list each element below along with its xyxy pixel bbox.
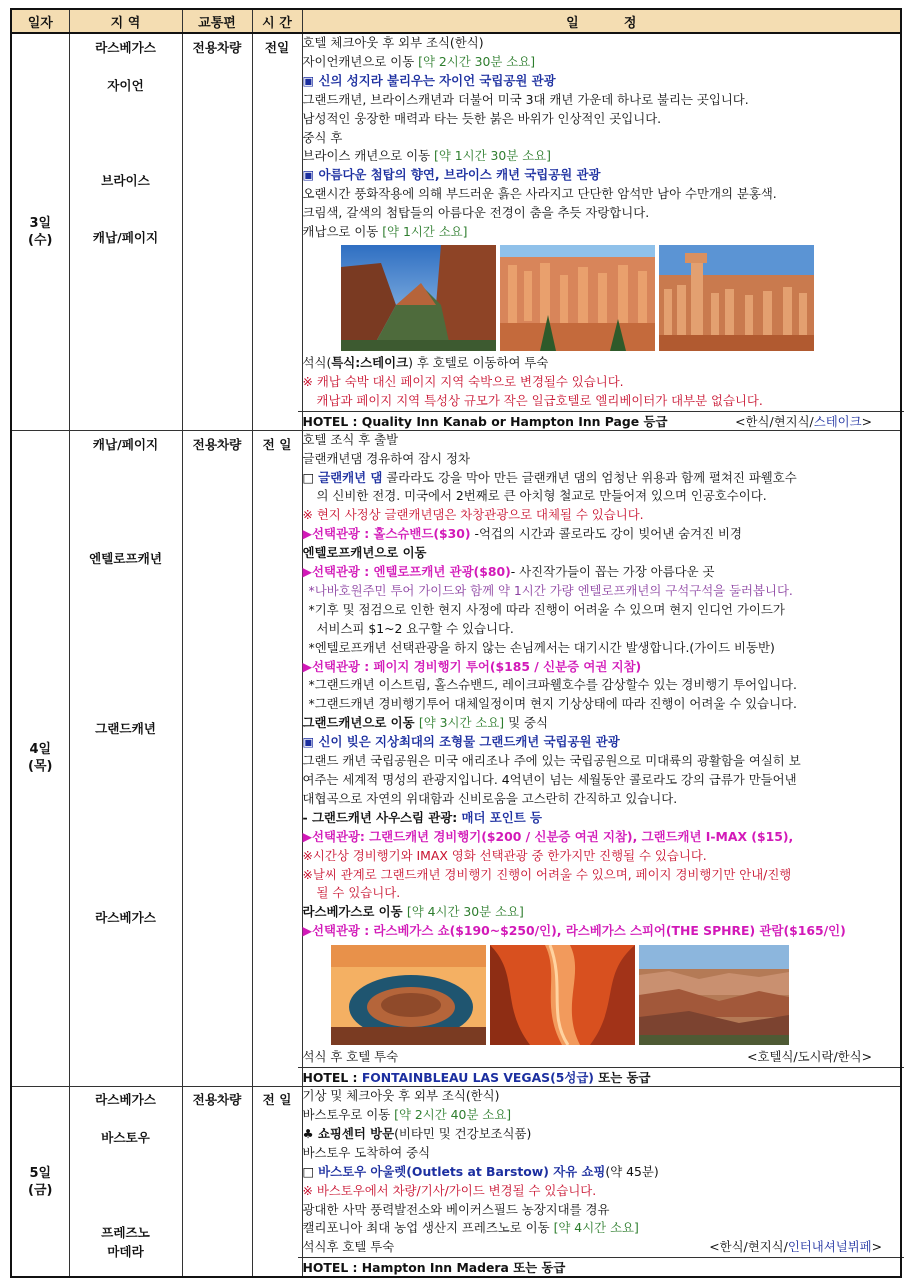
- option-line: ▶선택관광 : 홀스슈밴드($30) -억겁의 시간과 콜로라도 강이 빚어낸 숨겨진 비경: [302, 526, 742, 542]
- notice-line: 캐납과 페이지 지역 특성상 규모가 작은 일급호텔로 엘리베이터가 대부분 없습니다.: [316, 392, 763, 408]
- schedule-line: 서비스피 $1~2 요구할 수 있습니다.: [316, 620, 514, 636]
- schedule-line: 그랜드 캐년 국립공원은 미국 애리조나 주에 있는 국립공원으로 미대륙의 광활함을 여실히 보: [302, 753, 801, 769]
- day4-photos: [303, 941, 901, 1048]
- schedule-line: 크림색, 갈색의 첨탑들의 아름다운 전경이 춤을 추듯 자랑합니다.: [302, 205, 650, 221]
- transport-label: 전용차량: [192, 40, 242, 55]
- attraction-title: ▣ 아름다운 첨탑의 향연, 브라이스 캐년 국립공원 관광: [302, 167, 601, 183]
- day5-schedule: [302, 1087, 901, 1278]
- day5-label: 5일 (금): [11, 1087, 69, 1278]
- option-line: ▶선택관광 : 엔텔로프캐년 관광($80)- 사진작가들이 꼽는 가장 아름다운 곳: [302, 564, 715, 580]
- header-row: [11, 9, 901, 33]
- antelope-canyon-photo: [490, 945, 635, 1045]
- region: 브라이스: [101, 173, 150, 188]
- day3-photos: [303, 242, 901, 354]
- schedule-line: 남성적인 웅장한 매력과 타는 듯한 붉은 바위가 인상적인 곳입니다.: [302, 110, 662, 126]
- schedule-line: 브라이스 캐년으로 이동 [약 1시간 30분 소요]: [302, 148, 551, 164]
- day3-hotel: HOTEL : Quality Inn Kanab or Hampton Inn Page 등급 <한식/현지식/스테이크>: [298, 411, 905, 430]
- meals-label: <한식/현지식/인터내셔널뷔페>: [709, 1239, 882, 1255]
- region: 라스베가스: [95, 1092, 156, 1108]
- day5-transport: [182, 1087, 252, 1278]
- schedule-line: 대협곡으로 자연의 위대함과 신비로움을 고스란히 간직하고 있습니다.: [302, 790, 678, 806]
- schedule-line: 석식 후 호텔 투숙 <호텔식/도시락/한식>: [303, 1048, 901, 1067]
- schedule-line: 그랜드캐년, 브라이스캐년과 더불어 미국 3대 캐년 가운데 하나로 불리는 곳입니다.: [302, 91, 749, 107]
- schedule-line: *엔텔로프캐년 선택관광을 하지 않는 손님께서는 대기시간 발생합니다.(가이드 비동반): [308, 639, 775, 655]
- schedule-line: □ 글랜캐년 댐 콜라라도 강을 막아 만든 글랜캐년 댐의 엄청난 위용과 함께 펼쳐진 파웰호수: [302, 469, 797, 485]
- day4-time: [252, 430, 302, 1086]
- header-transport: 교통편: [182, 9, 252, 33]
- option-line: ▶선택관광: 그랜드캐년 경비행기($200 / 신분증 여권 지참), 그랜드캐년 I-MAX ($15),: [302, 828, 794, 844]
- horseshoe-bend-photo: [331, 945, 486, 1045]
- day5-row: [11, 1087, 901, 1278]
- day4-hotel: HOTEL : FONTAINBLEAU LAS VEGAS(5성급) 또는 동급: [298, 1067, 905, 1086]
- schedule-line: *나바호원주민 투어 가이드와 함께 약 1시간 가량 엔텔로프캐년의 구석구석을 둘러봅니다.: [308, 582, 793, 598]
- day4-schedule: [302, 430, 901, 1086]
- schedule-line: 바스토우 도착하여 중식: [302, 1144, 431, 1160]
- day3-regions: [69, 33, 182, 430]
- schedule-line: 광대한 사막 풍력발전소와 베이커스필드 농장지대를 경유: [302, 1201, 610, 1217]
- region: 캐납/페이지: [92, 436, 159, 452]
- schedule-line: 그랜드캐년으로 이동 [약 3시간 소요] 및 중식: [302, 715, 548, 731]
- notice-line: ※ 현지 사정상 글랜캐년댐은 차창관광으로 대체될 수 있습니다.: [302, 507, 644, 523]
- region: 마데라: [107, 1244, 144, 1260]
- schedule-line: □ 바스토우 아울렛(Outlets at Barstow) 자유 쇼핑(약 45분): [302, 1163, 659, 1179]
- day4-row: [11, 430, 901, 1086]
- attraction-title: ▣ 신이 빚은 지상최대의 조형물 그랜드캐년 국립공원 관광: [302, 734, 620, 750]
- time-label: 전 일: [262, 1092, 292, 1108]
- region: 캐납/페이지: [92, 230, 159, 245]
- region: 그랜드캐년: [95, 720, 156, 736]
- region: 라스베가스: [95, 40, 156, 55]
- schedule-line: 호텔 체크아웃 후 외부 조식(한식): [302, 35, 484, 50]
- day4-transport: [182, 430, 252, 1086]
- meals-label: <호텔식/도시락/한식>: [747, 1049, 872, 1065]
- notice-line: ※시간상 경비행기와 IMAX 영화 선택관광 중 한가지만 진행될 수 있습니다.: [302, 847, 707, 863]
- time-label: 전 일: [262, 436, 292, 452]
- day4-label: 4일 (목): [11, 430, 69, 1086]
- option-line: ▶선택관광 : 페이지 경비행기 투어($185 / 신분증 여권 지참): [302, 658, 642, 674]
- schedule-line: 오랜시간 풍화작용에 의해 부드러운 흙은 사라지고 단단한 암석만 남아 수만개의 분홍색.: [302, 186, 777, 202]
- schedule-line: 석식(특식:스테이크) 후 호텔로 이동하여 투숙: [302, 354, 549, 370]
- schedule-line: 여주는 세계적 명성의 관광지입니다. 4억년이 넘는 세월동안 콜로라도 강의 급류가 만들어낸: [302, 772, 797, 787]
- day3-transport: [182, 33, 252, 430]
- schedule-line: 기상 및 체크아웃 후 외부 조식(한식): [302, 1088, 500, 1104]
- region: 바스토우: [101, 1130, 150, 1146]
- header-region: 지 역: [69, 9, 182, 33]
- day5-hotel: HOTEL : Hampton Inn Madera 또는 동급: [298, 1257, 905, 1276]
- schedule-line: 석식후 호텔 투숙 <한식/현지식/인터내셔널뷔페>: [303, 1238, 901, 1257]
- bryce-hoodoos-photo: [500, 245, 655, 351]
- day3-label: 3일 (수): [11, 33, 69, 430]
- transport-label: 전용차량: [192, 436, 242, 452]
- notice-line: ※ 캐납 숙박 대신 페이지 지역 숙박으로 변경될수 있습니다.: [302, 373, 624, 389]
- day5-time: [252, 1087, 302, 1278]
- region: 엔텔로프캐년: [89, 550, 162, 566]
- zion-canyon-photo: [341, 245, 496, 351]
- header-day: 일자: [11, 9, 69, 33]
- schedule-line: 자이언캐년으로 이동 [약 2시간 30분 소요]: [302, 53, 536, 69]
- notice-line: 될 수 있습니다.: [316, 885, 401, 901]
- day3-schedule: [302, 33, 901, 430]
- bryce-thors-hammer-photo: [659, 245, 814, 351]
- time-label: 전일: [264, 40, 290, 55]
- schedule-line: 호텔 조식 후 출발: [302, 431, 399, 447]
- schedule-line: 중식 후: [302, 129, 343, 145]
- grand-canyon-photo: [639, 945, 789, 1045]
- schedule-line: 라스베가스로 이동 [약 4시간 30분 소요]: [302, 904, 524, 920]
- schedule-line: 엔텔로프캐년으로 이동: [302, 545, 427, 561]
- itinerary-table: [10, 8, 902, 1278]
- header-schedule: 일 정: [302, 9, 901, 33]
- schedule-line: - 그랜드캐년 사우스림 관광: 매더 포인트 등: [302, 809, 542, 825]
- day3-time: [252, 33, 302, 430]
- notice-line: ※ 바스토우에서 차량/기사/가이드 변경될 수 있습니다.: [302, 1182, 597, 1198]
- region: 라스베가스: [95, 909, 156, 925]
- schedule-line: 캘리포니아 최대 농업 생산지 프레즈노로 이동 [약 4시간 소요]: [302, 1220, 639, 1236]
- attraction-title: ▣ 신의 성지라 불리우는 자이언 국립공원 관광: [302, 72, 556, 88]
- notice-line: ※날씨 관계로 그랜드캐년 경비행기 진행이 어려울 수 있으며, 페이지 경비행기만 안내/진행: [302, 866, 792, 882]
- day3-row: [11, 33, 901, 430]
- schedule-line: 의 신비한 전경. 미국에서 2번째로 큰 아치형 철교로 만들어져 있으며 인공호수이다.: [316, 488, 767, 504]
- region: 프레즈노: [101, 1225, 150, 1241]
- transport-label: 전용차량: [192, 1092, 242, 1108]
- schedule-line: 글랜캐년댐 경유하여 잠시 정차: [302, 450, 470, 466]
- schedule-line: 캐납으로 이동 [약 1시간 소요]: [302, 224, 468, 240]
- schedule-line: *그랜드캐년 경비행기투어 대체일정이며 현지 기상상태에 따라 진행이 어려울 수 있습니다.: [308, 696, 797, 712]
- region: 자이언: [107, 78, 144, 93]
- schedule-line: *기후 및 점검으로 인한 현지 사정에 따라 진행이 어려울 수 있으며 현지 인디언 가이드가: [308, 601, 785, 617]
- header-time: 시 간: [252, 9, 302, 33]
- option-line: ▶선택관광 : 라스베가스 쇼($190~$250/인), 라스베가스 스피어(THE SPHRE) 관람($165/인): [302, 923, 846, 939]
- day5-regions: [69, 1087, 182, 1278]
- day4-regions: [69, 430, 182, 1086]
- schedule-line: *그랜드캐년 이스트림, 홀스슈밴드, 레이크파웰호수를 감상할수 있는 경비행기 투어입니다.: [308, 677, 797, 693]
- schedule-line: ♣ 쇼핑센터 방문(비타민 및 건강보조식품): [302, 1125, 532, 1141]
- schedule-line: 바스토우로 이동 [약 2시간 40분 소요]: [302, 1106, 512, 1122]
